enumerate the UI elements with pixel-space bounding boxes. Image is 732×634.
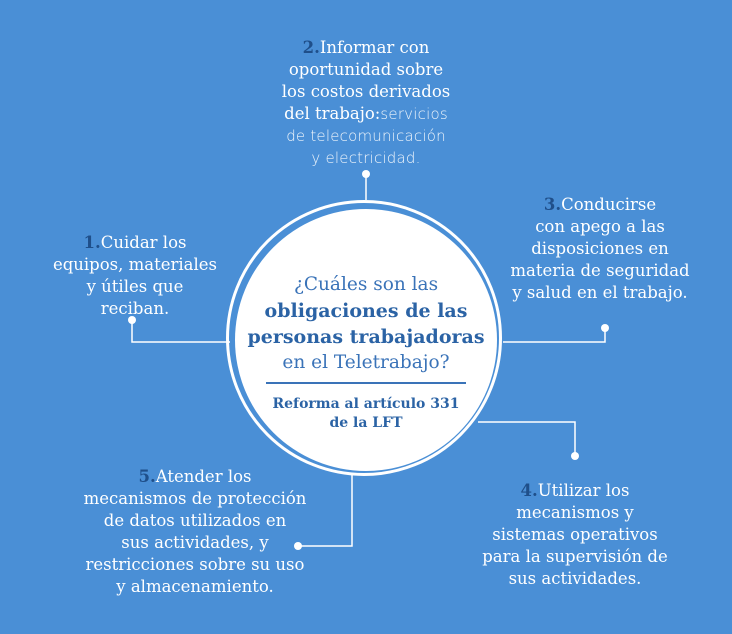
- connector-dot-2: [362, 170, 370, 178]
- item-2: [266, 37, 466, 169]
- center-circle: [235, 209, 497, 471]
- center-question-line-2: obligaciones de las: [264, 300, 468, 322]
- item-4-line-1: Utilizar los: [537, 481, 630, 500]
- item-2-line-3: los costos derivados: [281, 82, 451, 101]
- item-5: [50, 466, 340, 598]
- center-reference-line-1: Reforma al artículo 331: [272, 396, 460, 412]
- connector-dot-3: [601, 324, 609, 332]
- item-5-line-2: mecanismos de protección: [83, 489, 307, 508]
- item-3-line-1: Conducirse: [561, 195, 657, 214]
- item-5-number: 5.: [138, 467, 156, 486]
- item-3-line-3: disposiciones en: [531, 239, 669, 258]
- center-question-line-3: personas trabajadoras: [247, 326, 485, 348]
- item-5-line-1: Atender los: [155, 467, 252, 486]
- item-4-line-2: mecanismos y: [516, 503, 634, 522]
- item-1-line-1: Cuidar los: [100, 233, 187, 252]
- item-2-line-6: y electricidad.: [311, 149, 421, 167]
- item-1-line-3: y útiles que: [86, 277, 184, 296]
- item-5-line-6: y almacenamiento.: [116, 577, 274, 596]
- center-divider: [266, 382, 466, 384]
- item-1: [35, 232, 235, 320]
- item-2-line-5: de telecomunicación: [286, 127, 446, 145]
- item-2-line-2: oportunidad sobre: [288, 60, 444, 79]
- item-4-line-4: para la supervisión de: [482, 547, 668, 566]
- center-reference-line-2: de la LFT: [329, 415, 403, 431]
- item-2-line-4: del trabajo:: [284, 104, 381, 123]
- connector-item-3: [503, 328, 605, 342]
- item-3: [495, 194, 705, 304]
- item-4: [460, 480, 690, 590]
- item-5-line-5: restricciones sobre su uso: [85, 555, 305, 574]
- item-2-line-4b: servicios: [380, 105, 448, 123]
- item-3-line-4: materia de seguridad: [510, 261, 690, 280]
- connector-item-1: [132, 320, 230, 342]
- item-5-line-4: sus actividades, y: [121, 533, 269, 552]
- item-1-number: 1.: [83, 233, 101, 252]
- connector-dot-4: [571, 452, 579, 460]
- item-3-line-5: y salud en el trabajo.: [512, 283, 688, 302]
- item-2-line-1: Informar con: [319, 38, 430, 57]
- item-3-number: 3.: [543, 195, 562, 214]
- center-question-line-1: ¿Cuáles son las: [293, 274, 439, 295]
- item-4-line-3: sistemas operativos: [492, 525, 658, 544]
- item-5-line-3: de datos utilizados en: [103, 511, 287, 530]
- item-3-line-2: con apego a las: [535, 217, 665, 236]
- center-question-line-4: en el Teletrabajo?: [282, 352, 450, 373]
- item-1-line-4: reciban.: [100, 299, 170, 318]
- item-1-line-2: equipos, materiales: [52, 255, 218, 274]
- item-4-line-5: sus actividades.: [508, 569, 642, 588]
- item-2-number: 2.: [302, 38, 320, 57]
- item-4-number: 4.: [520, 481, 538, 500]
